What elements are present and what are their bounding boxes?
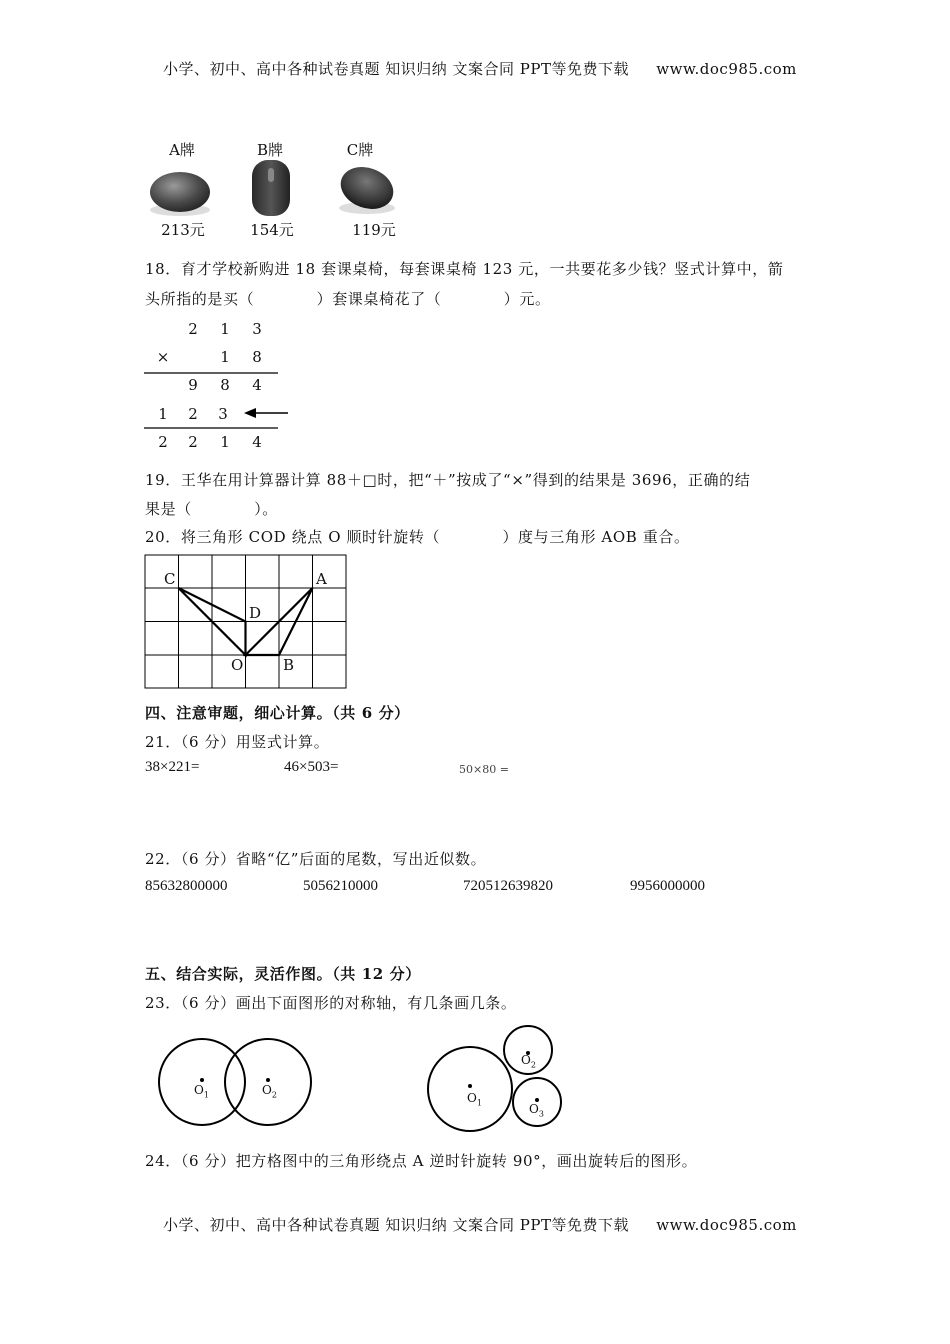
header-url[interactable]: www.doc985.com	[656, 60, 797, 78]
calc-r2-d2: 8	[252, 348, 262, 366]
calc-arrow-icon	[244, 408, 288, 418]
mouse-b-price: 154元	[250, 221, 294, 239]
fig2-center-o1	[468, 1084, 472, 1088]
q22-text: 22．（6 分）省略“亿”后面的尾数，写出近似数。	[145, 850, 487, 868]
calc-r3-d2: 8	[220, 376, 230, 394]
calc-r5-d2: 2	[188, 433, 198, 451]
mouse-c-price: 119元	[352, 221, 396, 239]
q21-text: 21．（6 分）用竖式计算。	[145, 733, 330, 751]
fig1-center-o1	[200, 1078, 204, 1082]
mouse-a-image	[150, 172, 210, 216]
q20-text: 20．将三角形 COD 绕点 O 顺时针旋转（ ）度与三角形 AOB 重合。	[145, 528, 690, 546]
q22-number-1: 85632800000	[145, 878, 228, 894]
fig2-label-o3: $O_3$	[529, 1102, 544, 1119]
label-b: B	[283, 656, 295, 674]
q24-text: 24．（6 分）把方格图中的三角形绕点 A 逆时针旋转 90°，画出旋转后的图形。	[145, 1152, 698, 1170]
q18-line1: 18．育才学校新购进 18 套课桌椅，每套课桌椅 123 元，一共要花多少钱？竖式计算中，箭	[145, 260, 784, 278]
label-o: O	[231, 656, 244, 674]
fig1-label-o1: $O_1$	[194, 1083, 209, 1100]
calc-r4-d1: 1	[158, 405, 168, 423]
q22-number-4: 9956000000	[630, 878, 705, 894]
q23-text: 23．（6 分）画出下面图形的对称轴，有几条画几条。	[145, 994, 517, 1012]
fig1-center-o2	[266, 1078, 270, 1082]
calc-times-sign: ×	[156, 348, 170, 366]
section4-title: 四、注意审题，细心计算。（共 6 分）	[145, 704, 410, 722]
fig2-label-o2: $O_2$	[521, 1053, 536, 1070]
section5-title: 五、结合实际，灵活作图。（共 12 分）	[145, 965, 421, 983]
mice-images	[145, 160, 415, 220]
q22-number-2: 5056210000	[303, 878, 378, 894]
fig1-label-o2: $O_2$	[262, 1083, 277, 1100]
mouse-b-image	[252, 160, 290, 216]
label-d: D	[249, 604, 262, 622]
q21-expr-1: 38×221=	[145, 759, 200, 775]
calc-r1-d3: 3	[252, 320, 262, 338]
calc-r3-d3: 4	[252, 376, 262, 394]
mouse-c-brand: C牌	[346, 141, 374, 159]
mouse-a-brand: A牌	[169, 141, 195, 159]
mouse-c-image	[335, 160, 399, 216]
mouse-b-brand: B牌	[256, 141, 284, 159]
fig2-circle-o1	[428, 1047, 512, 1131]
page-header	[163, 58, 797, 79]
page-footer	[163, 1214, 797, 1235]
calc-r5-d1: 2	[158, 433, 168, 451]
calc-r4-d3: 3	[218, 405, 228, 423]
calc-lines	[140, 370, 300, 432]
calc-r1-d1: 2	[188, 320, 198, 338]
header-text: 小学、初中、高中各种试卷真题 知识归纳 文案合同 PPT等免费下载	[163, 60, 629, 78]
q23-figure-1	[159, 1039, 311, 1125]
calc-r5-d4: 4	[252, 433, 262, 451]
calc-r1-d2: 1	[220, 320, 230, 338]
calc-r4-d2: 2	[188, 405, 198, 423]
footer-text: 小学、初中、高中各种试卷真题 知识归纳 文案合同 PPT等免费下载	[163, 1216, 629, 1234]
q23-figures	[150, 1025, 570, 1135]
q19-line1: 19．王华在用计算器计算 88＋□时，把“＋”按成了“×”得到的结果是 3696，正确的结	[145, 471, 751, 489]
footer-url[interactable]: www.doc985.com	[656, 1216, 797, 1234]
calc-r5-d3: 1	[220, 433, 230, 451]
q19-line2: 果是（ ）。	[145, 500, 278, 518]
calc-r3-d1: 9	[188, 376, 198, 394]
label-c: C	[164, 570, 177, 588]
q21-expr-3: 50×80 =	[459, 763, 509, 776]
fig2-label-o1: $O_1$	[467, 1091, 482, 1108]
q21-expr-2: 46×503=	[284, 759, 339, 775]
calc-r2-d1: 1	[220, 348, 230, 366]
q22-number-3: 720512639820	[463, 878, 553, 894]
label-a: A	[316, 570, 328, 588]
mouse-a-price: 213元	[161, 221, 205, 239]
q18-line2: 头所指的是买（ ）套课桌椅花了（ ）元。	[145, 290, 551, 308]
